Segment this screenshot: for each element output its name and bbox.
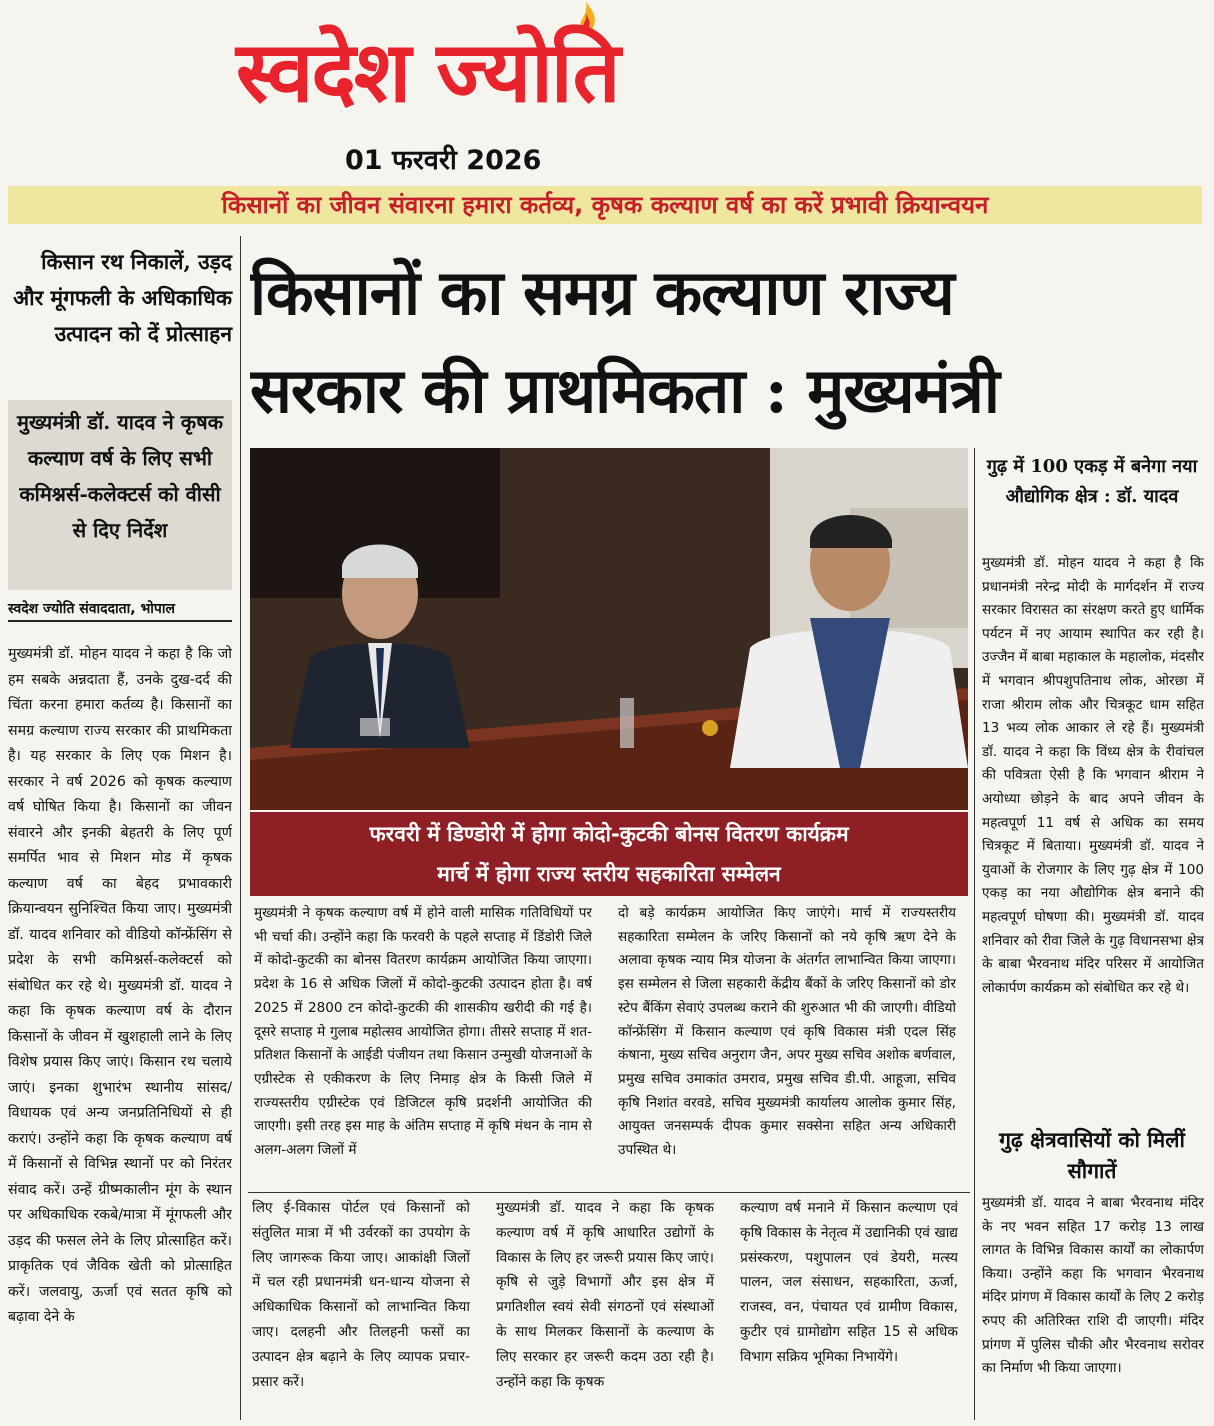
- sidebar-body-text: मुख्यमंत्री डॉ. मोहन यादव ने कहा है कि जो हम सबके अन्नदाता हैं, उनके दुख-दर्द की चिंता करना हमारा कर्तव्य है। किसानों का समग्र कल्याण राज्य सरकार की प्राथमिकता है। यह सरकार के लिए एक मिशन है। सरकार ने वर्ष 2026 को कृषक कल्याण वर्ष घोषित किया है। किसानों का जीवन संवारने और इनकी बेहतरी के लिए पूर्ण समर्पित भाव से मिशन मोड में कृषक कल्याण वर्ष का बेहद प्रभावकारी क्रियान्वयन सुनिश्चित किया जाए। मुख्यमंत्री डॉ. यादव शनिवार को वीडियो कॉन्फ्रेंसिंग से प्रदेश के सभी कमिश्नर्स-कलेक्टर्स को संबोधित कर रहे थे। मुख्यमंत्री डॉ. यादव ने कहा कि कृषक कल्याण वर्ष के दौरान किसानों के जीवन में खुशहाली लाने के लिए विशेष प्रयास किए जाएं। किसान रथ चलाये जाएं। इनका शुभारंभ स्थानीय सांसद/विधायक एवं अन्य जनप्रतिनिधियों से ही कराएं। उन्होंने कहा कि कृषक कल्याण वर्ष में किसानों से विभिन्न स्थानों पर को निरंतर संवाद करें। उन्हें ग्रीष्मकालीन मूंग के स्थान पर अधिकाधिक रकबे/मात्रा में मूंगफली और उड़द की फसल लेने के लिए प्रोत्साहित करें। प्राकृतिक एवं जैविक खेती को प्रोत्साहित करें। जलवायु, ऊर्जा एवं सतत कृषि को बढ़ावा देने के: [8, 646, 232, 1325]
- section-divider: [248, 1192, 970, 1193]
- top-banner: किसानों का जीवन संवारना हमारा कर्तव्य, कृषक कल्याण वर्ष का करें प्रभावी क्रियान्वयन: [8, 186, 1202, 224]
- headline-line-1: किसानों का समग्र कल्याण राज्य: [250, 256, 954, 329]
- news-photo: [250, 448, 968, 810]
- meeting-photo-illustration: [250, 448, 968, 810]
- right-column-divider: [974, 448, 975, 1420]
- right-headline: गुढ़ में 100 एकड़ में बनेगा नया औद्योगिक क्षेत्र : डॉ. यादव: [986, 456, 1198, 507]
- bottom-column-2: मुख्यमंत्री डॉ. यादव ने कहा कि कृषक कल्याण वर्ष में कृषि आधारित उद्योगों के विकास के लिए हर जरूरी प्रयास किए जाएं। कृषि से जुड़े विभागों और इस क्षेत्र में प्रगतिशील स्वयं सेवी संगठनों एवं संस्थाओं के साथ मिलकर किसानों के कल्याण के लिए सरकार हर जरूरी कदम उठा रही है। उन्होंने कहा कि कृषक: [496, 1200, 714, 1390]
- column-divider: [240, 236, 241, 1420]
- newspaper-title: स्वदेश ज्योति: [236, 22, 619, 121]
- bottom-column-1: लिए ई-विकास पोर्टल एवं किसानों को संतुलित मात्रा में भी उर्वरकों का उपयोग के लिए जागरूक किया जाए। आकांक्षी जिलों में चल रही प्रधानमंत्री धन-धान्य योजना से अधिकाधिक किसानों को लाभान्वित किया जाए। दलहनी और तिलहनी फसों का उत्पादन क्षेत्र बढ़ाने के लिए व्यापक प्रचार-प्रसार करें।: [252, 1200, 470, 1390]
- right-subheadline: गुढ़ क्षेत्रवासियों को मिलीं सौगातें: [999, 1127, 1185, 1183]
- sidebar-headline: किसान रथ निकालें, उड़द और मूंगफली के अधिकाधिक उत्पादन को दें प्रोत्साहन: [13, 249, 232, 346]
- caption-line-1: फरवरी में डिण्डोरी में होगा कोदो-कुटकी बोनस वितरण कार्यक्रम: [369, 822, 849, 846]
- center-column-2: दो बड़े कार्यक्रम आयोजित किए जाएंगे। मार्च में राज्यस्तरीय सहकारिता सम्मेलन के जरिए किसानों को नये कृषि ऋण देने के अलावा कृषक न्याय मित्र योजना के अंतर्गत लाभान्वित किया जाएगा। इस सम्मेलन से जिला सहकारी केंद्रीय बैंकों के जरिए किसानों को डोर स्टेप बैंकिंग सेवाएं उपलब्ध कराने की शुरुआत भी की जाएगी। वीडियो कॉन्फ्रेंसिंग में किसान कल्याण एवं कृषि विकास मंत्री एदल सिंह कंषाना, मुख्य सचिव अनुराग जैन, अपर मुख्य सचिव अशोक बर्णवाल, प्रमुख सचिव उमाकांत उमराव, प्रमुख सचिव डी.पी. आहूजा, सचिव कृषि निशांत वरवडे, सचिव मुख्यमंत्री कार्यालय आलोक कुमार सिंह, आयुक्त जनसम्पर्क दीपक कुमार सक्सेना सहित अन्य अधिकारी उपस्थित थे।: [618, 905, 956, 1159]
- center-column-1: मुख्यमंत्री ने कृषक कल्याण वर्ष में होने वाली मासिक गतिविधियों पर भी चर्चा की। उन्होंने कहा कि फरवरी के पहले सप्ताह में डिंडोरी जिले में कोदो-कुटकी का बोनस वितरण कार्यक्रम आयोजित किया जाएगा। प्रदेश के 16 से अधिक जिलों में कोदो-कुटकी उत्पादन होता है। वर्ष 2025 में 2800 टन कोदो-कुटकी की शासकीय खरीदी की गई है। दूसरे सप्ताह मे गुलाब महोत्सव आयोजित होगा। तीसरे सप्ताह में शत-प्रतिशत किसानों के आईडी पंजीयन तथा किसान उन्मुखी योजनाओं के एग्रीस्टेक से एकीकरण के लिए निमाड़ क्षेत्र के किसी जिले में राज्यस्तरीय एग्रीस्टेक एवं डिजिटल कृषि प्रदर्शनी आयोजित की जाएगी। इसी तरह इस माह के अंतिम सप्ताह में कृषि मंथन के नाम से अलग-अलग जिलों में: [254, 905, 592, 1159]
- caption-line-2: मार्च में होगा राज्य स्तरीय सहकारिता सम्मेलन: [437, 862, 781, 886]
- photo-caption: [250, 812, 968, 896]
- headline-line-2: सरकार की प्राथमिकता : मुख्यमंत्री: [250, 354, 999, 427]
- right-body-text: मुख्यमंत्री डॉ. मोहन यादव ने कहा है कि प्रधानमंत्री नरेन्द्र मोदी के मार्गदर्शन में राज्य सरकार विरासत का संरक्षण करते हुए धार्मिक पर्यटन में नए आयाम स्थापित कर रही है। उज्जैन में बाबा महाकाल के महालोक, मंदसौर में भगवान श्रीपशुपतिनाथ लोक, ओरछा में राजा श्रीराम लोक और चित्रकूट धाम सहित 13 भव्य लोक आकार ले रहे हैं। मुख्यमंत्री डॉ. यादव ने कहा कि विंध्य क्षेत्र के रीवांचल की पवित्रता ऐसी है कि भगवान श्रीराम ने अयोध्या छोड़ने के बाद अपने जीवन के महत्वपूर्ण 11 वर्ष से अधिक का समय चित्रकूट में बिताया। मुख्यमंत्री डॉ. यादव ने युवाओं के रोजगार के लिए गुढ़ क्षेत्र में 100 एकड़ का नया औद्योगिक क्षेत्र बनाने की महत्वपूर्ण घोषणा की। मुख्यमंत्री डॉ. यादव शनिवार को रीवा जिले के गुढ़ विधानसभा क्षेत्र के बाबा भैरवनाथ मंदिर परिसर में आयोजित लोकार्पण कार्यक्रम को संबोधित कर रहे थे।: [982, 555, 1204, 996]
- byline: स्वदेश ज्योति संवाददाता, भोपाल: [8, 598, 232, 622]
- right-body-text-2: मुख्यमंत्री डॉ. यादव ने बाबा भैरवनाथ मंदिर के नए भवन सहित 17 करोड़ 13 लाख लागत के विभिन्न विकास कार्यों का लोकार्पण किया। उन्होंने कहा कि भगवान भैरवनाथ मंदिर प्रांगण में विकास कार्यों के लिए 2 करोड़ रुपए की अतिरिक्त राशि दी जाएगी। मंदिर प्रांगण में पुलिस चौकी और भैरवनाथ सरोवर का निर्माण भी किया जाएगा।: [982, 1195, 1204, 1377]
- issue-date: 01 फरवरी 2026: [345, 145, 542, 176]
- main-headline: [250, 244, 1208, 444]
- sidebar-subheadline: मुख्यमंत्री डॉ. यादव ने कृषक कल्याण वर्ष के लिए सभी कमिश्नर्स-कलेक्टर्स को वीसी से दिए निर्देश: [8, 400, 232, 590]
- masthead: [236, 0, 696, 140]
- bottom-column-3: कल्याण वर्ष मनाने में किसान कल्याण एवं कृषि विकास के नेतृत्व में उद्यानिकी एवं खाद्य प्रसंस्करण, पशुपालन एवं डेयरी, मत्स्य पालन, जल संसाधन, सहकारिता, ऊर्जा, राजस्व, वन, पंचायत एवं ग्रामीण विकास, कुटीर एवं ग्रामोद्योग सहित 15 से अधिक विभाग सक्रिय भूमिका निभायेंगे।: [740, 1200, 958, 1365]
